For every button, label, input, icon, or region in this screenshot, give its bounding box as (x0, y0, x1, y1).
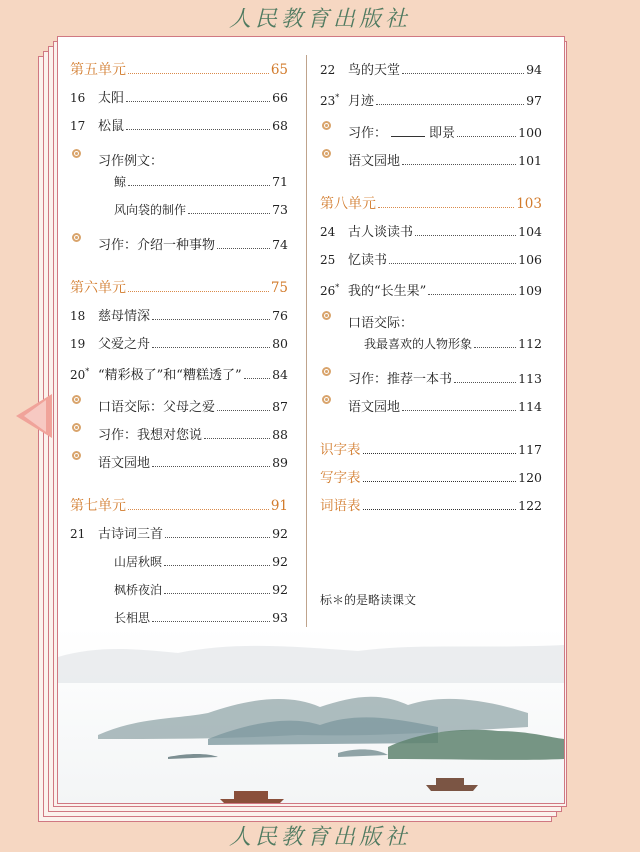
page-number: 68 (272, 118, 288, 133)
dot-leader (128, 60, 269, 74)
page-number: 120 (518, 470, 542, 485)
toc-unit-heading[interactable] (320, 193, 542, 215)
circle-bullet-icon (320, 305, 348, 327)
toc-title: 写字表 (320, 470, 361, 486)
toc-activity[interactable] (70, 445, 288, 471)
dot-leader (363, 440, 517, 454)
dot-leader (402, 397, 516, 411)
page-number: 113 (518, 371, 542, 386)
skim-reading-star: * (85, 367, 90, 376)
toc-page (57, 36, 565, 804)
fill-in-blank (391, 124, 425, 137)
page-number: 80 (272, 336, 288, 351)
page-number: 92 (272, 582, 288, 597)
toc-title: 我最喜欢的人物形象 (364, 337, 473, 351)
toc-activity[interactable] (70, 143, 288, 169)
toc-title: 习作：推荐一本书 (348, 372, 453, 387)
toc-subitem[interactable] (70, 551, 288, 573)
dot-leader (457, 123, 516, 137)
toc-title: 风向袋的制作 (114, 203, 187, 217)
toc-lesson[interactable] (320, 59, 542, 81)
toc-subitem[interactable] (320, 333, 542, 355)
dot-leader (128, 278, 269, 292)
toc-title: “精彩极了”和“糟糕透了” (98, 368, 242, 383)
page-number: 91 (270, 498, 288, 514)
page-number: 92 (272, 554, 288, 569)
page-number: 100 (518, 125, 542, 140)
dot-leader (217, 397, 270, 411)
dot-leader (363, 468, 517, 482)
toc-title: 第六单元 (70, 280, 126, 296)
dot-leader (126, 116, 270, 130)
lesson-number: 23* (320, 93, 340, 108)
page-number: 94 (526, 62, 542, 77)
page-number: 66 (272, 90, 288, 105)
toc-lesson[interactable] (70, 361, 288, 383)
toc-appendix[interactable] (320, 439, 542, 461)
footnote: 标＊的是略读课文 (320, 593, 417, 607)
dot-leader (164, 552, 270, 566)
bookmark-tab-inner (24, 400, 46, 432)
lesson-number: 20* (70, 367, 90, 382)
toc-title: 枫桥夜泊 (114, 583, 163, 597)
toc-unit-heading[interactable] (70, 495, 288, 517)
toc-unit-heading[interactable] (70, 277, 288, 299)
toc-title: 习作： (348, 126, 388, 141)
lesson-number: 21 (70, 527, 86, 541)
circle-bullet-icon (320, 361, 348, 383)
dot-leader (152, 334, 270, 348)
page-number: 88 (272, 427, 288, 442)
page-number: 84 (272, 367, 288, 382)
lesson-number: 17 (70, 119, 86, 133)
page-number: 117 (518, 442, 542, 457)
dot-leader (402, 151, 516, 165)
toc-title: 语文园地 (348, 154, 401, 169)
page-number: 65 (270, 62, 288, 78)
publisher-logo-bottom: 人民教育出版社 (228, 825, 411, 850)
toc-title-suffix: 即景 (429, 126, 456, 141)
dot-leader (152, 453, 270, 467)
page-number: 75 (270, 280, 288, 296)
dot-leader (415, 222, 516, 236)
toc-activity[interactable] (320, 361, 542, 387)
page-number: 104 (518, 224, 542, 239)
lesson-number: 25 (320, 253, 336, 267)
dot-leader (128, 496, 269, 510)
toc-subitem[interactable] (70, 579, 288, 601)
toc-lesson[interactable] (320, 87, 542, 109)
circle-bullet-icon (70, 227, 98, 249)
toc-title: 识字表 (320, 442, 361, 458)
dot-leader (402, 60, 524, 74)
page-number: 92 (272, 526, 288, 541)
toc-title: 古人谈读书 (348, 225, 414, 240)
toc-activity[interactable] (320, 305, 542, 331)
page-number: 93 (272, 610, 288, 625)
circle-bullet-icon (320, 115, 348, 137)
dot-leader (428, 281, 516, 295)
toc-lesson[interactable] (320, 277, 542, 299)
toc-unit-heading[interactable] (70, 59, 288, 81)
toc-title: 松鼠 (98, 119, 125, 134)
toc-title: 第八单元 (320, 196, 376, 212)
page-number: 74 (272, 237, 288, 252)
page-number: 103 (516, 196, 542, 212)
toc-title: 慈母情深 (98, 309, 151, 324)
publisher-logo-top: 人民教育出版社 (228, 7, 411, 32)
dot-leader (152, 306, 270, 320)
dot-leader (389, 250, 516, 264)
dot-leader (165, 524, 270, 538)
dot-leader (474, 334, 516, 348)
toc-title: 太阳 (98, 91, 125, 106)
dot-leader (204, 425, 270, 439)
circle-bullet-icon (70, 389, 98, 411)
toc-title: 习作：我想对您说 (98, 428, 203, 443)
dot-leader (152, 608, 270, 622)
toc-title: 长相思 (114, 611, 151, 625)
dot-leader (164, 580, 270, 594)
toc-lesson[interactable] (70, 523, 288, 545)
lesson-number: 22 (320, 63, 336, 77)
toc-title: 习作例文： (98, 154, 164, 169)
toc-subitem[interactable] (70, 607, 288, 629)
page-number: 97 (526, 93, 542, 108)
toc-title: 山居秋暝 (114, 555, 163, 569)
toc-title: 习作：介绍一种事物 (98, 238, 216, 253)
toc-activity[interactable] (70, 389, 288, 415)
page-number: 71 (272, 174, 288, 189)
toc-title: 语文园地 (348, 400, 401, 415)
skim-reading-star: * (335, 283, 340, 292)
dot-leader (363, 496, 517, 510)
toc-title: 词语表 (320, 498, 361, 514)
circle-bullet-icon (320, 389, 348, 411)
toc-lesson[interactable] (70, 115, 288, 137)
toc-title: 鸟的天堂 (348, 63, 401, 78)
page-number: 109 (518, 283, 542, 298)
dot-leader (126, 88, 270, 102)
circle-bullet-icon (320, 143, 348, 165)
toc-lesson[interactable] (320, 221, 542, 243)
skim-reading-star: * (335, 93, 340, 102)
page-number: 106 (518, 252, 542, 267)
toc-appendix[interactable] (320, 467, 542, 489)
circle-bullet-icon (70, 143, 98, 165)
page-number: 76 (272, 308, 288, 323)
toc-title: 我的“长生果” (348, 284, 427, 299)
page-number: 114 (518, 399, 542, 414)
toc-subitem[interactable] (70, 199, 288, 221)
page-number: 101 (518, 153, 542, 168)
toc-title: 忆读书 (348, 253, 388, 268)
lesson-number: 19 (70, 337, 86, 351)
lesson-number: 16 (70, 91, 86, 105)
toc-lesson[interactable] (70, 87, 288, 109)
toc-lesson[interactable] (70, 333, 288, 355)
page-number: 89 (272, 455, 288, 470)
toc-title: 第五单元 (70, 62, 126, 78)
column-divider (306, 55, 307, 631)
toc-title: 口语交际：父母之爱 (98, 400, 216, 415)
toc-activity[interactable] (70, 227, 288, 253)
toc-lesson[interactable] (70, 305, 288, 327)
toc-title: 古诗词三首 (98, 527, 164, 542)
dot-leader (188, 200, 270, 214)
landscape-illustration (58, 627, 564, 803)
dot-leader (128, 172, 270, 186)
circle-bullet-icon (70, 445, 98, 467)
toc-title: 语文园地 (98, 456, 151, 471)
page-number: 112 (518, 336, 542, 351)
page-number: 87 (272, 399, 288, 414)
dot-leader (454, 369, 516, 383)
toc-activity[interactable] (70, 417, 288, 443)
toc-lesson[interactable] (320, 249, 542, 271)
toc-subitem[interactable] (70, 171, 288, 193)
toc-activity[interactable] (320, 115, 542, 141)
dot-leader (217, 235, 270, 249)
toc-title: 第七单元 (70, 498, 126, 514)
lesson-number: 18 (70, 309, 86, 323)
page-number: 73 (272, 202, 288, 217)
dot-leader (378, 194, 514, 208)
dot-leader (376, 91, 524, 105)
toc-activity[interactable] (320, 389, 542, 415)
lesson-number: 24 (320, 225, 336, 239)
circle-bullet-icon (70, 417, 98, 439)
toc-appendix[interactable] (320, 495, 542, 517)
toc-title: 鲸 (114, 175, 127, 189)
dot-leader (244, 365, 271, 379)
toc-activity[interactable] (320, 143, 542, 169)
lesson-number: 26* (320, 283, 340, 298)
toc-title: 口语交际： (348, 316, 414, 331)
toc-title: 父爱之舟 (98, 337, 151, 352)
toc-title: 月迹 (348, 94, 375, 109)
page-number: 122 (518, 498, 542, 513)
